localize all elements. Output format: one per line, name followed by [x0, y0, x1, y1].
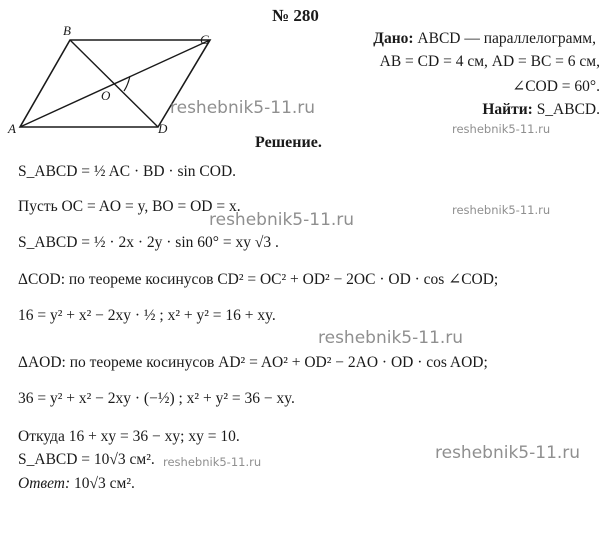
answer-label: Ответ: [18, 475, 71, 492]
solution-line-3: S_ABCD = ½ · 2x · 2y · sin 60° = xy √3 . [18, 234, 279, 251]
solution-line-8: Откуда 16 + xy = 36 − xy; xy = 10. [18, 428, 240, 445]
given-line-2: AB = CD = 4 см, AD = BC = 6 см, [379, 53, 600, 70]
watermark-small-2: reshebnik5-11.ru [452, 203, 551, 217]
watermark-2: reshebnik5-11.ru [209, 210, 355, 230]
label-c: C [200, 32, 209, 47]
solution-line-4: ΔCOD: по теореме косинусов CD² = OC² + OD² − 2OC · OD · cos ∠COD; [18, 271, 499, 288]
label-d: D [158, 121, 168, 136]
solution-line-9: S_ABCD = 10√3 см². [18, 451, 155, 468]
given-text-1: ABCD — параллелограмм, [417, 30, 596, 47]
diagonal-bd [70, 40, 158, 127]
solution-line-1: S_ABCD = ½ AC · BD · sin COD. [18, 163, 237, 180]
answer-line [18, 475, 135, 493]
solution-heading: Решение. [255, 134, 322, 151]
solution-line-7: 36 = y² + x² − 2xy · (−½) ; x² + y² = 36 − xy. [18, 390, 295, 407]
answer-value: 10√3 см². [74, 475, 135, 492]
find-value: S_ABCD. [536, 101, 600, 118]
solution-line-2: Пусть OC = AO = y, BO = OD = x. [18, 198, 241, 215]
label-o: O [101, 88, 111, 103]
solution-line-5: 16 = y² + x² − 2xy · ½ ; x² + y² = 16 + xy. [18, 307, 276, 324]
label-a: A [8, 121, 16, 136]
given-line-3: ∠COD = 60°. [512, 78, 600, 95]
watermark-small-3: reshebnik5-11.ru [163, 455, 262, 469]
given-line-1 [373, 30, 596, 48]
watermark-1: reshebnik5-11.ru [170, 98, 316, 118]
watermark-4: reshebnik5-11.ru [435, 443, 581, 463]
find-line [482, 101, 600, 119]
problem-number: № 280 [272, 6, 319, 25]
label-b: B [63, 23, 71, 38]
parallelogram-diagram [0, 0, 240, 140]
given-label: Дано: [373, 30, 414, 47]
watermark-small-1: reshebnik5-11.ru [452, 122, 551, 136]
solution-line-6: ΔAOD: по теореме косинусов AD² = AO² + OD² − 2AO · OD · cos AOD; [18, 354, 488, 371]
watermark-3: reshebnik5-11.ru [318, 328, 464, 348]
find-label: Найти: [482, 101, 533, 118]
